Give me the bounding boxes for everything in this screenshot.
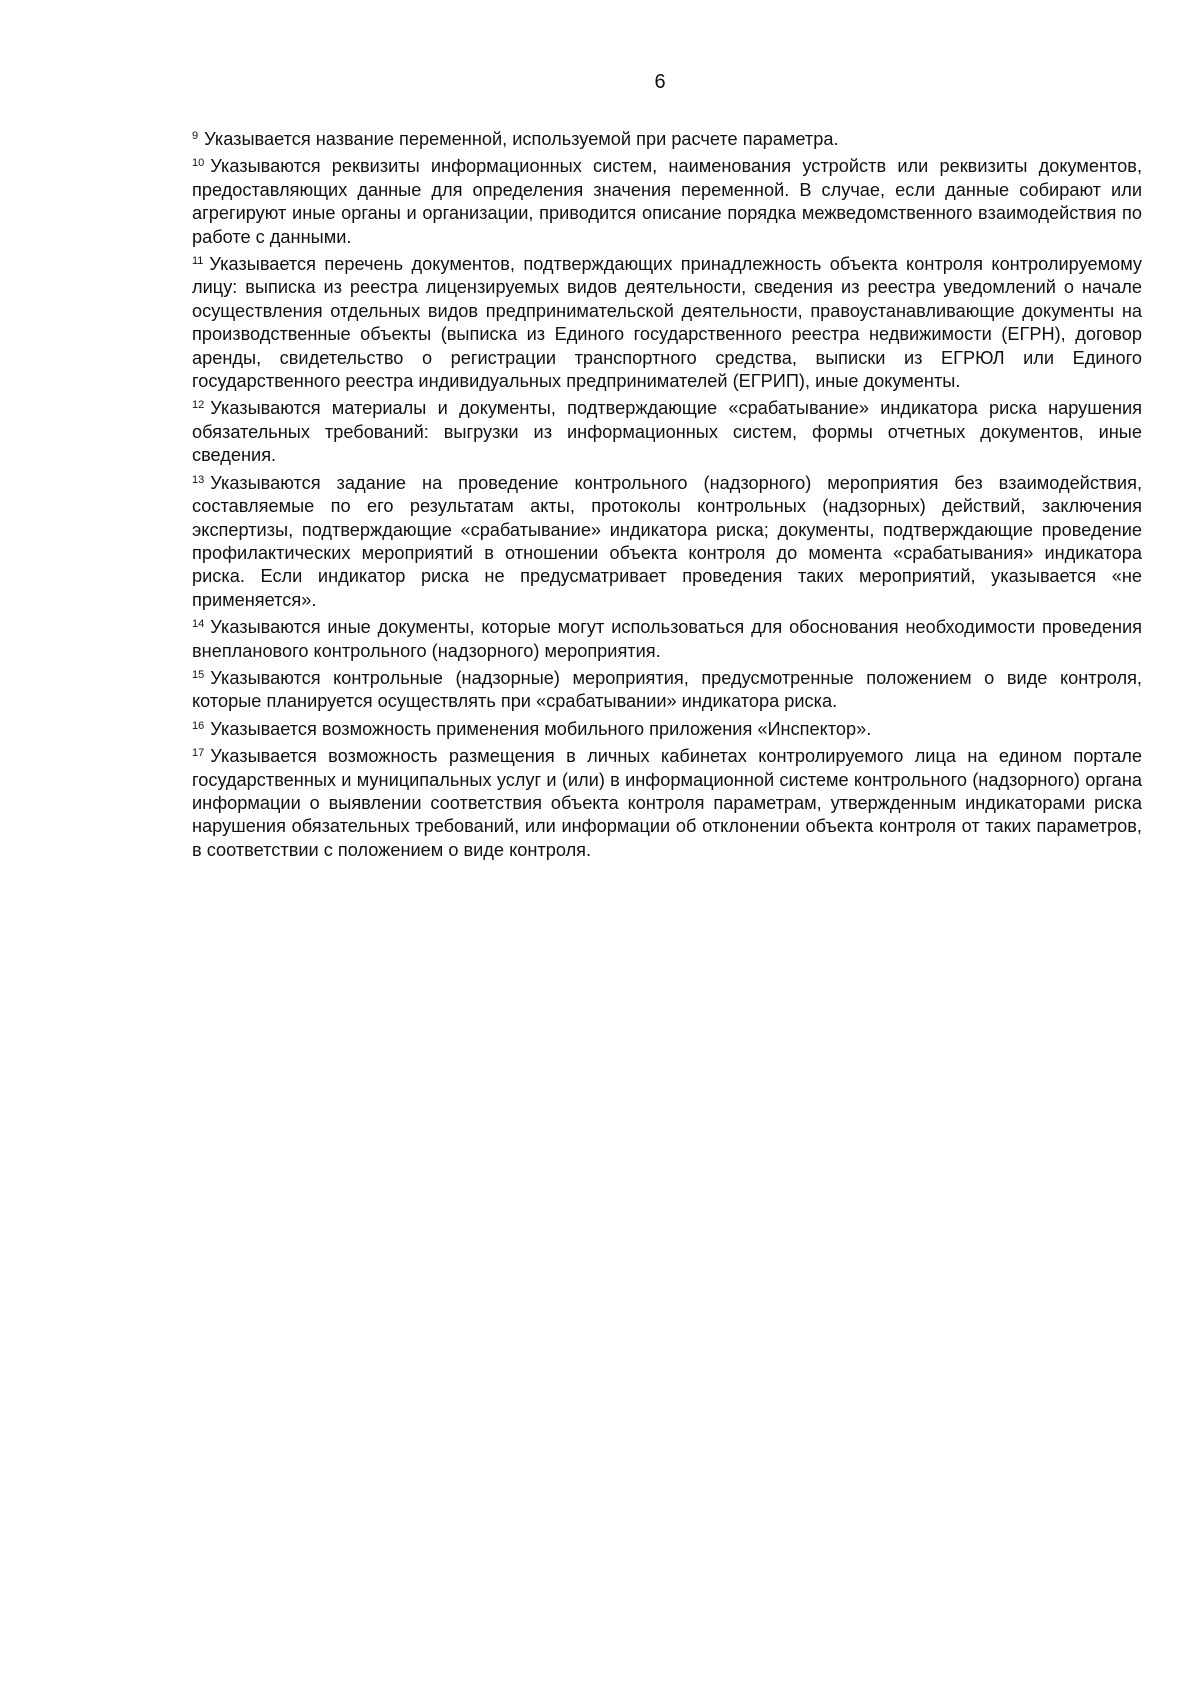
footnote-text: Указывается перечень документов, подтверждающих принадлежность объекта контроля контролируемому лицу: выписка из реестра лицензируемых видов деятельности, сведения из реестра уведомлений о начале осуществления отдельных видов предпринимательской деятельности, правоустанавливающие документы на производственные объекты (выписка из Единого государственного реестра недвижимости (ЕГРН), договор аренды, свидетельство о регистрации транспортного средства, выписки из ЕГРЮЛ или Единого государственного реестра индивидуальных предпринимателей (ЕГРИП), иные документы. (192, 254, 1142, 392)
footnote-10 (192, 155, 1142, 249)
footnote-mark: 9 (192, 130, 199, 142)
footnote-mark: 14 (192, 618, 205, 631)
page-number: 6 (654, 71, 666, 93)
footnote-9 (192, 128, 1142, 151)
footnote-12 (192, 397, 1142, 467)
footnote-mark: 10 (192, 157, 205, 170)
footnote-mark: 15 (192, 668, 205, 681)
footnote-11 (192, 253, 1142, 393)
footnote-text: Указывается возможность размещения в личных кабинетах контролируемого лица на едином портале государственных и муниципальных услуг и (или) в информационной системе контрольного (надзорного) органа информации о выявлении соответствия объекта контроля параметрам, утвержденным индикаторами риска нарушения обязательных требований, или информации об отклонении объекта контроля от таких параметров, в соответствии с положением о виде контроля. (192, 746, 1142, 860)
footnote-mark: 12 (192, 399, 205, 412)
footnote-14 (192, 616, 1142, 663)
footnote-mark: 16 (192, 719, 205, 732)
footnote-13 (192, 472, 1142, 612)
footnote-16 (192, 718, 1142, 741)
footnote-text: Указываются иные документы, которые могут использоваться для обоснования необходимости проведения внепланового контрольного (надзорного) мероприятия. (192, 617, 1142, 661)
footnote-text: Указываются контрольные (надзорные) мероприятия, предусмотренные положением о виде контроля, которые планируется осуществлять при «срабатывании» индикатора риска. (192, 667, 1142, 712)
footnote-mark: 13 (192, 473, 205, 486)
footnote-mark: 11 (192, 255, 204, 268)
footnote-text: Указываются материалы и документы, подтверждающие «срабатывание» индикатора риска нарушения обязательных требований: выгрузки из информационных систем, формы отчетных документов, иные сведения. (192, 398, 1142, 466)
footnote-text: Указывается возможность применения мобильного приложения «Инспектор». (210, 718, 872, 739)
footnote-text: Указываются реквизиты информационных систем, наименования устройств или реквизиты документов, предоставляющих данные для определения значения переменной. В случае, если данные собирают или агрегируют иные органы и организации, приводится описание порядка межведомственного взаимодействия по работе с данными. (192, 156, 1142, 247)
footnote-text: Указываются задание на проведение контрольного (надзорного) мероприятия без взаимодействия, составляемые по его результатам акты, протоколы контрольных (надзорных) действий, заключения экспертизы, подтверждающие «срабатывание» индикатора риска; документы, подтверждающие проведение профилактических мероприятий в отношении объекта контроля до момента «срабатывания» индикатора риска. Если индикатор риска не предусматривает проведения таких мероприятий, указывается «не применяется». (192, 472, 1142, 610)
footnote-text: Указывается название переменной, используемой при расчете параметра. (204, 129, 839, 149)
footnote-17 (192, 745, 1142, 862)
footnote-15 (192, 667, 1142, 714)
footnotes-section (192, 128, 1142, 866)
footnote-mark: 17 (192, 747, 205, 760)
